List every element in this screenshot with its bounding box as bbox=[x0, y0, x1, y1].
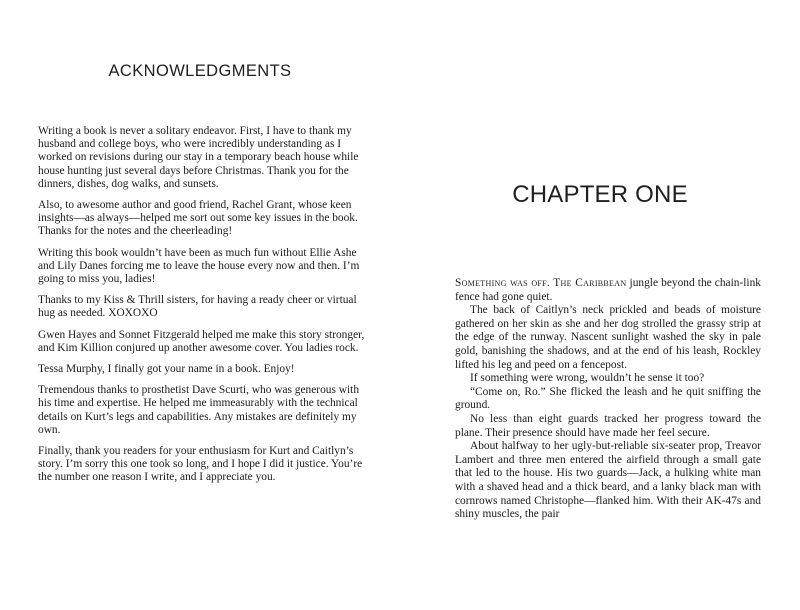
chapter-paragraph: No less than eight guards tracked her progress toward the plane. Their presence should have made her feel secure. bbox=[455, 412, 761, 439]
chapter-opening-paragraph bbox=[455, 277, 761, 304]
chapter-body bbox=[455, 277, 761, 522]
ack-paragraph: Tessa Murphy, I finally got your name in a book. Enjoy! bbox=[38, 363, 295, 376]
chapter-lead-in: Something was off. The Caribbean bbox=[455, 277, 627, 289]
chapter-paragraph: If something were wrong, wouldn’t he sense it too? bbox=[470, 372, 705, 385]
ack-paragraph: Thanks to my Kiss & Thrill sisters, for having a ready cheer or virtual hug as needed. XOXOXO bbox=[38, 294, 357, 320]
ack-paragraph: Gwen Hayes and Sonnet Fitzgerald helped me make this story stronger, and Kim Killion conjured up another awesome cover. You ladies rock. bbox=[38, 328, 365, 354]
ack-paragraph: Also, to awesome author and good friend, Rachel Grant, whose keen insights—as always—helped me sort out some key issues in the book. Thanks for the notes and the cheerleading! bbox=[38, 199, 358, 238]
chapter-opening-text: jungle beyond the chain-link fence had gone quiet. bbox=[455, 277, 761, 303]
chapter-title: CHAPTER ONE bbox=[512, 181, 688, 208]
ack-paragraph: Writing this book wouldn’t have been as much fun without Ellie Ashe and Lily Danes forcing me to leave the house every now and then. I’m going to miss you, ladies! bbox=[38, 246, 360, 286]
right-page bbox=[400, 0, 800, 610]
ack-paragraph: Finally, thank you readers for your enthusiasm for Kurt and Caitlyn’s story. I’m sorry this one took so long, and I hope I did it justice. You’re the number one reason I write, and I appreciate you. bbox=[38, 445, 363, 484]
acknowledgments-title: ACKNOWLEDGMENTS bbox=[108, 62, 292, 80]
acknowledgments-body bbox=[38, 125, 368, 493]
chapter-paragraph: “Come on, Ro.” She flicked the leash and he quit sniffing the ground. bbox=[455, 385, 761, 412]
ack-paragraph: Writing a book is never a solitary endeavor. First, I have to thank my husband and college boys, who were incredibly understanding as I worked on revisions during our stay in a temporary beach house while house hunting just several days before Christmas. Thank you for the dinners, dishes, dog walks, and sunsets. bbox=[38, 125, 359, 190]
chapter-paragraph: About halfway to her ugly-but-reliable six-seater prop, Treavor Lambert and three men entered the airfield through a small gate that led to the house. His two guards—Jack, a hulking white man with a shaved head and a thick beard, and a lanky black man with cornrows named Christophe—flanked him. With their AK-47s and shiny muscles, the pair bbox=[455, 440, 761, 521]
chapter-paragraph: The back of Caitlyn’s neck prickled and beads of moisture gathered on her skin as she and her dog strolled the grassy strip at the edge of the runway. Nascent sunlight washed the sky in pale gold, banishing the shadows, and at the end of his leash, Rockley lifted his leg and peed on a fencepost. bbox=[455, 304, 761, 371]
ack-paragraph: Tremendous thanks to prosthetist Dave Scurti, who was generous with his time and expertise. He helped me immeasurably with the technical details on Kurt’s legs and capabilities. Any mistakes are definitely my own. bbox=[38, 384, 360, 436]
